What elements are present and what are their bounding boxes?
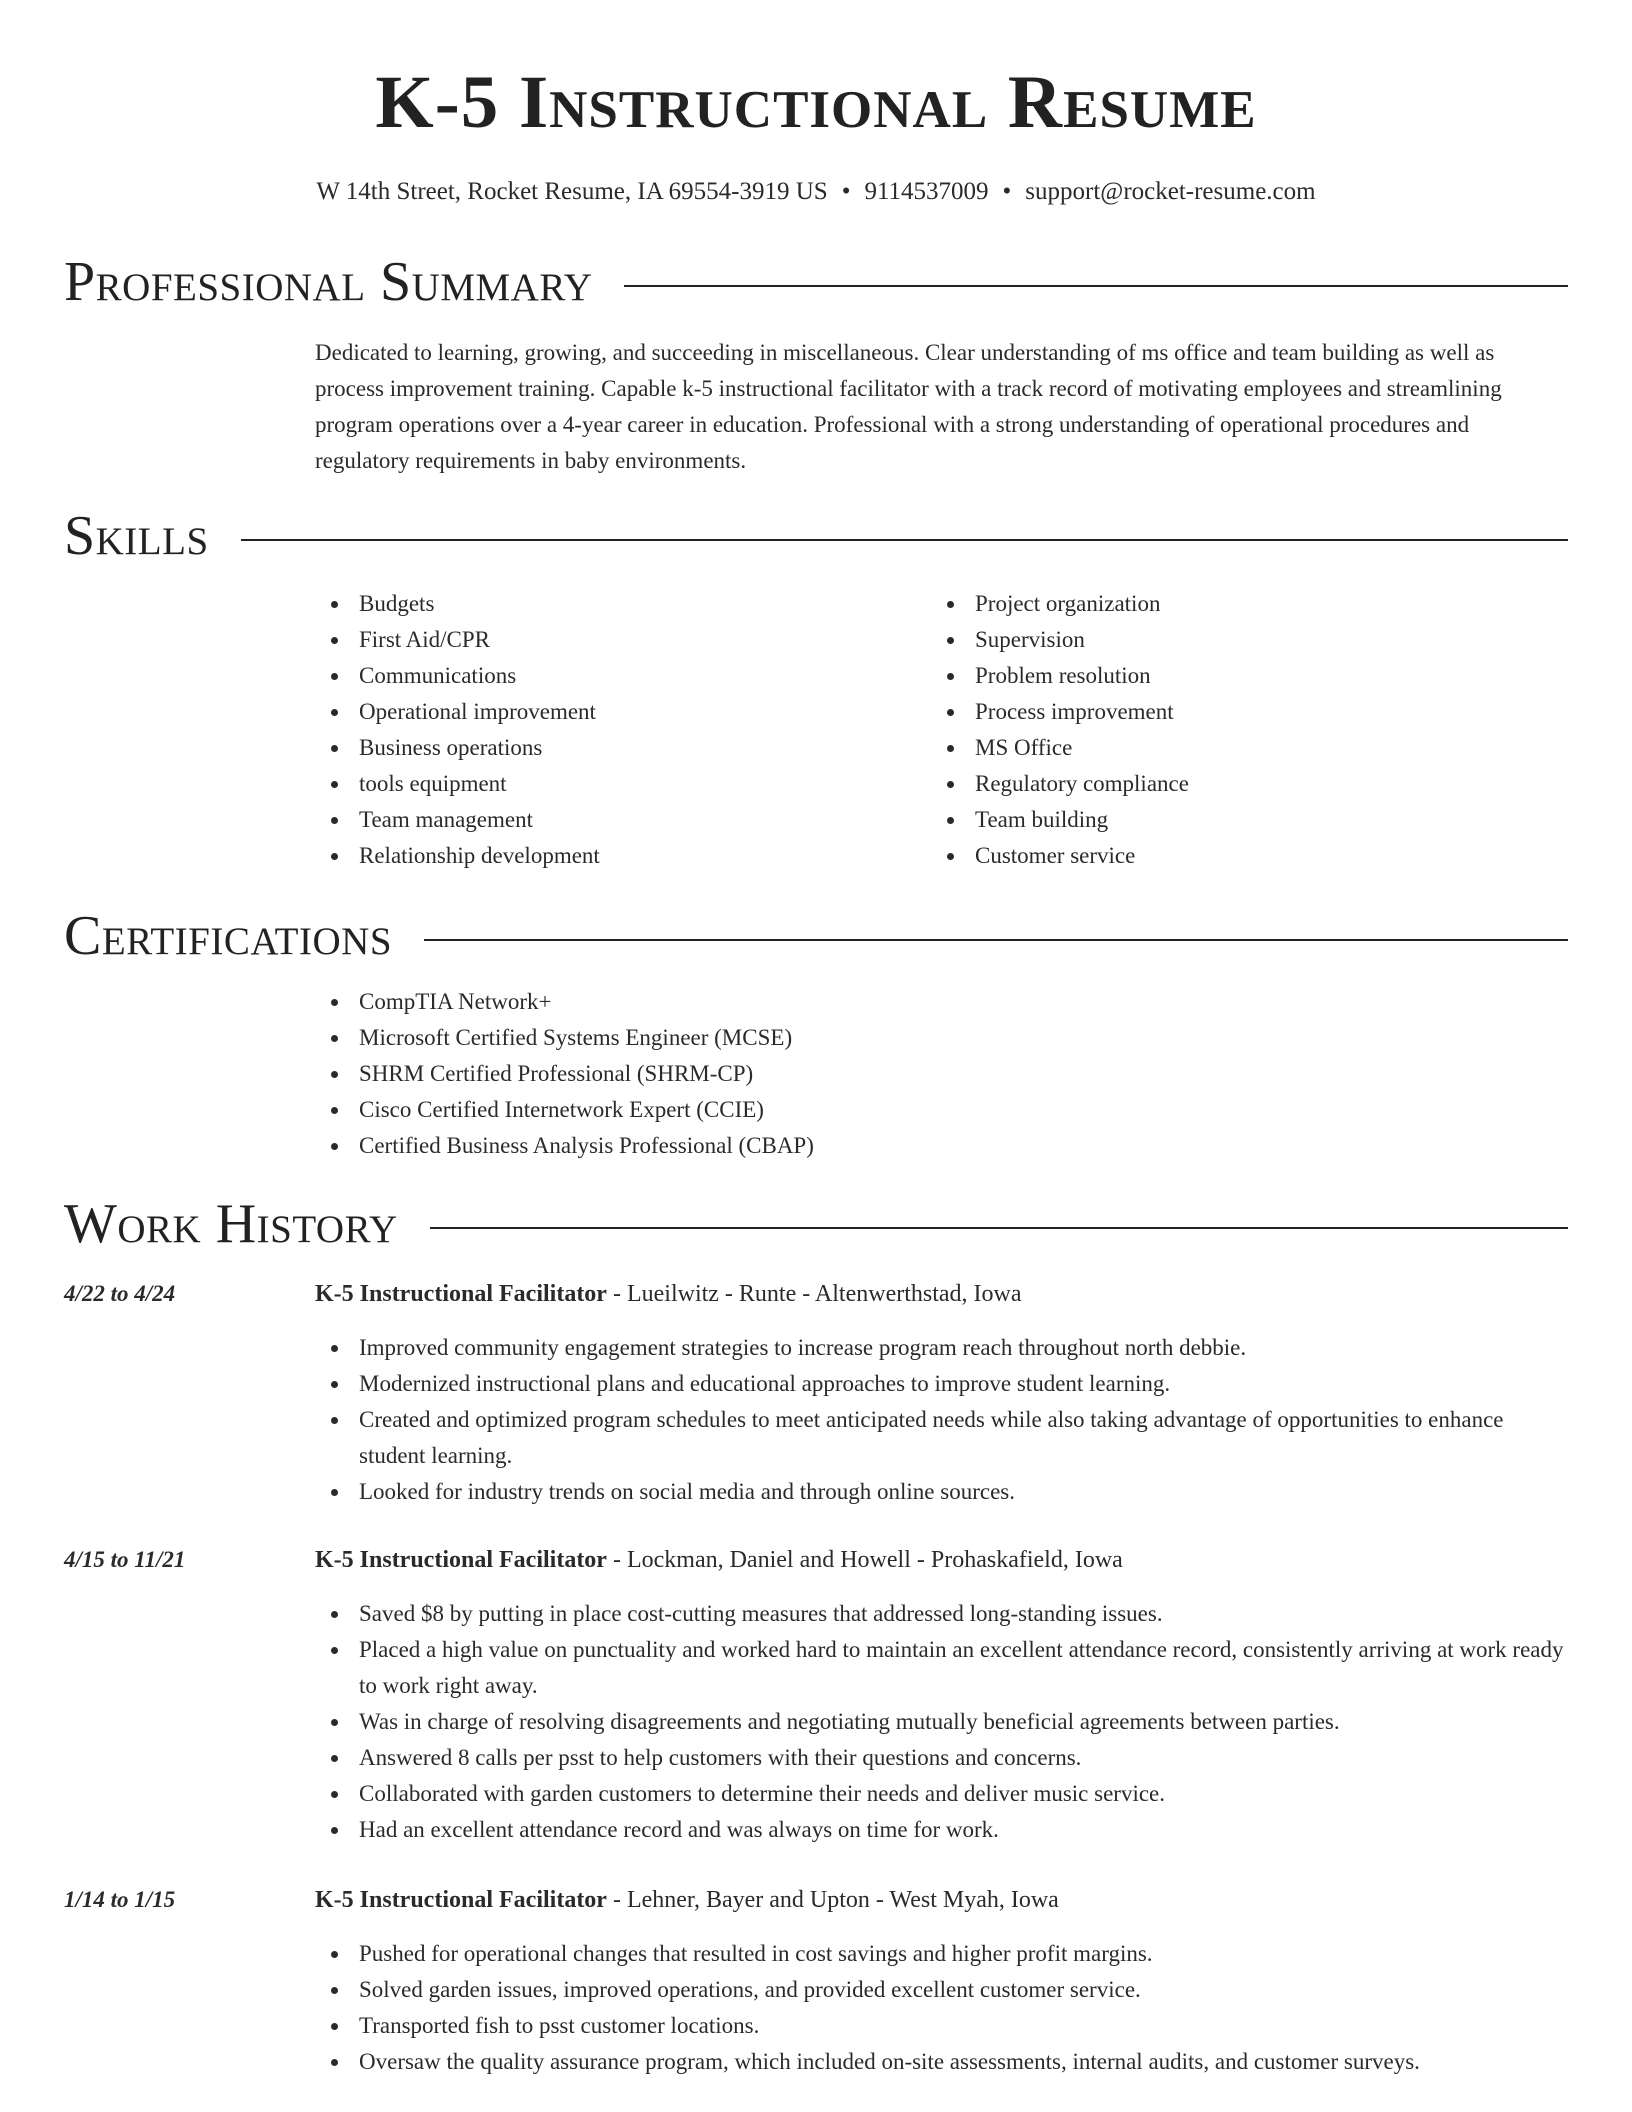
section-divider — [624, 285, 1568, 287]
job-bullet: Looked for industry trends on social media and through online sources. — [315, 1474, 1568, 1510]
skill-item: Budgets — [315, 586, 931, 622]
job-bullet: Was in charge of resolving disagreements and negotiating mutually beneficial agreements between parties. — [315, 1704, 1568, 1740]
certification-item: CompTIA Network+ — [315, 984, 1568, 1020]
job-bullet: Created and optimized program schedules to meet anticipated needs while also taking advantage of opportunities to enhance student learning. — [315, 1402, 1568, 1474]
job-bullets — [315, 1596, 1568, 1848]
job-title: K-5 Instructional Facilitator — [315, 1281, 607, 1307]
skill-item: MS Office — [931, 730, 1547, 766]
job-bullet: Oversaw the quality assurance program, which included on-site assessments, internal audits, and customer surveys. — [315, 2044, 1568, 2080]
job-bullets — [315, 1330, 1568, 1510]
section-header-work-history — [64, 1194, 1568, 1256]
job-heading — [315, 1276, 1022, 1312]
job-bullet: Solved garden issues, improved operations, and provided excellent customer service. — [315, 1972, 1568, 2008]
address: W 14th Street, Rocket Resume, IA 69554-3919 US — [316, 178, 828, 205]
contact-line — [64, 174, 1568, 210]
job-dates: 1/14 to 1/15 — [64, 1887, 176, 1912]
skill-item: First Aid/CPR — [315, 622, 931, 658]
certifications-list — [315, 984, 1568, 1164]
job-bullet: Had an excellent attendance record and was always on time for work. — [315, 1812, 1568, 1848]
skill-item: Relationship development — [315, 838, 931, 874]
section-header-skills — [64, 506, 1568, 568]
job-bullets — [315, 1936, 1568, 2080]
resume-title: K-5 Instructional Resume — [375, 61, 1257, 144]
section-title-summary: Professional Summary — [64, 251, 593, 313]
section-header-summary — [64, 252, 1568, 314]
section-title-work-history: Work History — [64, 1193, 398, 1255]
certification-item: Cisco Certified Internetwork Expert (CCIE) — [315, 1092, 1568, 1128]
job-bullet: Transported fish to psst customer locations. — [315, 2008, 1568, 2044]
job-bullet: Answered 8 calls per psst to help customers with their questions and concerns. — [315, 1740, 1568, 1776]
summary-text: Dedicated to learning, growing, and succeeding in miscellaneous. Clear understanding of ms office and team building as well as process improvement training. Capable k-5 instructional facilitator with a track record of motivating employees and streamlining program operations over a 4-year career in education. Professional with a strong understanding of operational procedures and regulatory requirements in baby environments. — [315, 340, 1502, 473]
email-link[interactable]: support@rocket-resume.com — [1025, 178, 1316, 205]
job-bullet: Placed a high value on punctuality and worked hard to maintain an excellent attendance record, consistently arriving at work ready to work right away. — [315, 1632, 1568, 1704]
job-bullet: Saved $8 by putting in place cost-cutting measures that addressed long-standing issues. — [315, 1596, 1568, 1632]
job-title: K-5 Instructional Facilitator — [315, 1887, 607, 1913]
contact-separator: • — [1002, 178, 1012, 205]
skills-column-right — [931, 586, 1547, 874]
contact-separator: • — [841, 178, 851, 205]
resume-page — [64, 0, 1568, 2112]
job-title: K-5 Instructional Facilitator — [315, 1547, 607, 1573]
certification-item: Microsoft Certified Systems Engineer (MCSE) — [315, 1020, 1568, 1056]
job-employer: - Lueilwitz - Runte - Altenwerthstad, Iowa — [606, 1281, 1022, 1307]
skill-item: Customer service — [931, 838, 1547, 874]
skill-item: Team building — [931, 802, 1547, 838]
phone: 9114537009 — [864, 178, 989, 205]
skills-column-left — [315, 586, 931, 874]
job-heading — [315, 1882, 1059, 1918]
section-divider — [241, 539, 1568, 541]
section-divider — [424, 939, 1568, 941]
job-heading — [315, 1542, 1123, 1578]
job-dates: 4/15 to 11/21 — [64, 1547, 186, 1572]
skills-list — [315, 586, 1568, 874]
skill-item: Process improvement — [931, 694, 1547, 730]
skill-item: Project organization — [931, 586, 1547, 622]
skill-item: Operational improvement — [315, 694, 931, 730]
certification-item: SHRM Certified Professional (SHRM-CP) — [315, 1056, 1568, 1092]
section-title-certifications: Certifications — [64, 905, 393, 967]
skill-item: Regulatory compliance — [931, 766, 1547, 802]
certification-item: Certified Business Analysis Professional (CBAP) — [315, 1128, 1568, 1164]
section-title-skills: Skills — [64, 505, 209, 567]
section-divider — [430, 1227, 1568, 1229]
skill-item: Communications — [315, 658, 931, 694]
job-bullet: Modernized instructional plans and educational approaches to improve student learning. — [315, 1366, 1568, 1402]
job-dates: 4/22 to 4/24 — [64, 1281, 176, 1306]
skill-item: Business operations — [315, 730, 931, 766]
job-bullet: Collaborated with garden customers to determine their needs and deliver music service. — [315, 1776, 1568, 1812]
skill-item: Problem resolution — [931, 658, 1547, 694]
job-employer: - Lockman, Daniel and Howell - Prohaskafield, Iowa — [606, 1547, 1123, 1573]
job-bullet: Improved community engagement strategies to increase program reach throughout north debbie. — [315, 1330, 1568, 1366]
skill-item: Supervision — [931, 622, 1547, 658]
job-bullet: Pushed for operational changes that resulted in cost savings and higher profit margins. — [315, 1936, 1568, 1972]
section-header-certifications — [64, 906, 1568, 968]
skill-item: Team management — [315, 802, 931, 838]
job-employer: - Lehner, Bayer and Upton - West Myah, Iowa — [606, 1887, 1059, 1913]
skill-item: tools equipment — [315, 766, 931, 802]
